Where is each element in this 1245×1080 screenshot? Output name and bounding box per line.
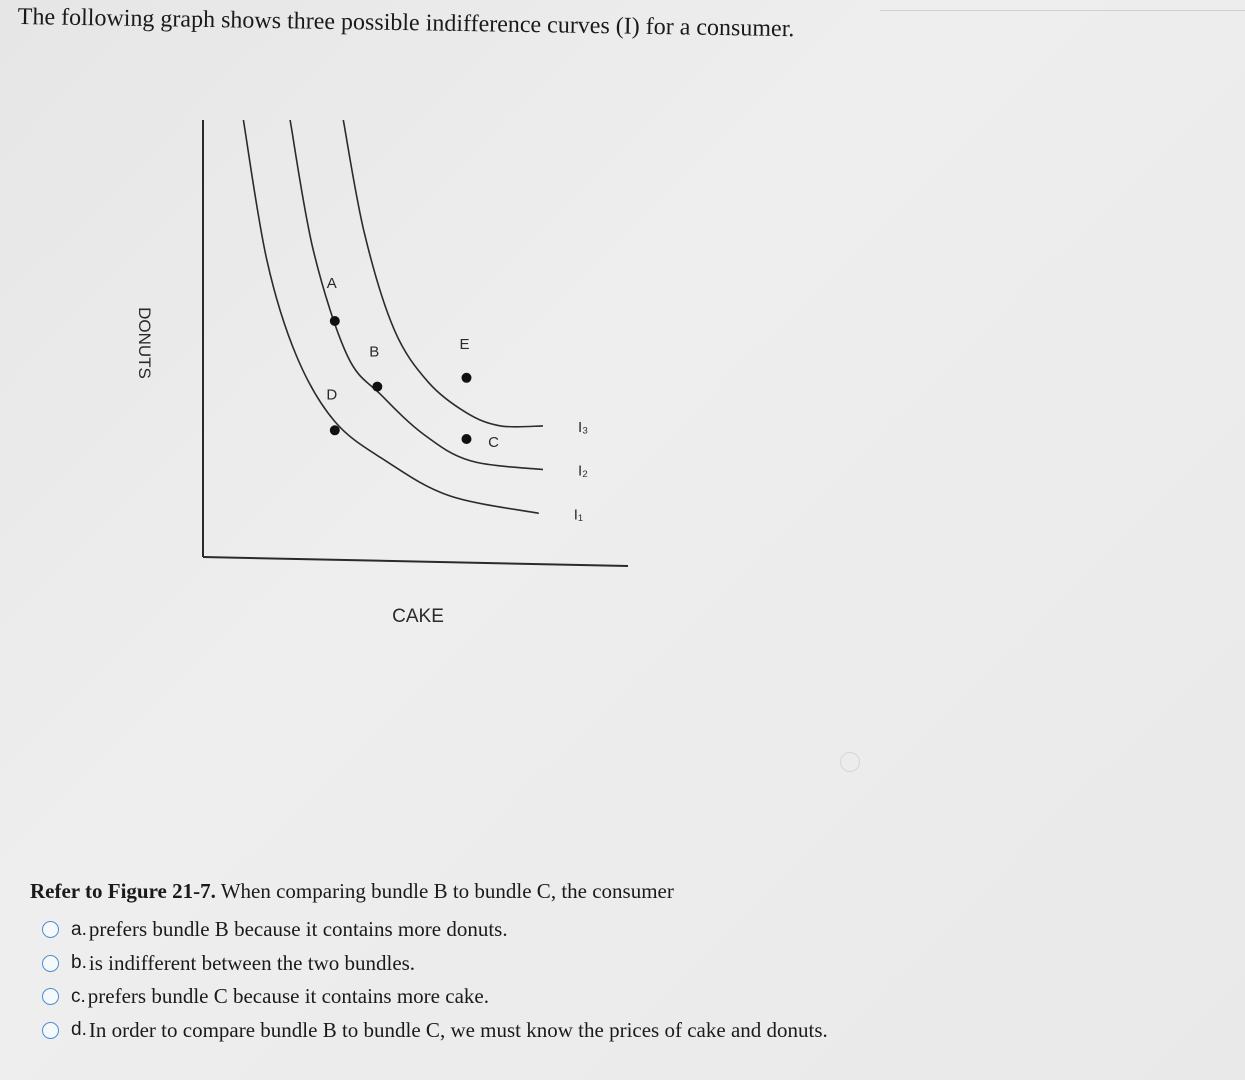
bundle-point-a [330, 316, 340, 326]
x-axis-label: CAKE [392, 606, 444, 627]
indifference-curve-i2 [290, 120, 543, 470]
answer-options [42, 913, 828, 1047]
option-text: prefers bundle C because it contains more cake. [87, 984, 489, 1009]
bundle-label-a: A [326, 275, 337, 292]
curve-label-i3: I₃ [578, 418, 589, 436]
intro-text: The following graph shows three possible indifference curves (I) for a consumer. [17, 4, 795, 43]
option-text: prefers bundle B because it contains more donuts. [88, 917, 508, 942]
option-letter: a. [71, 918, 87, 940]
option-a[interactable] [42, 913, 828, 947]
curve-label-i2: I₂ [578, 462, 588, 480]
bundle-label-c: C [488, 434, 499, 451]
option-d[interactable] [42, 1014, 828, 1048]
bundle-point-c [462, 434, 472, 444]
curve-label-i1: I₁ [573, 506, 584, 524]
option-letter: b. [71, 952, 87, 974]
option-letter: d. [71, 1019, 87, 1041]
question-text: When comparing bundle B to bundle C, the consumer [215, 879, 674, 903]
x-axis [203, 557, 628, 566]
faint-circle-mark [840, 752, 860, 772]
option-text: In order to compare bundle B to bundle C, we must know the prices of cake and donuts. [88, 1017, 828, 1042]
bundle-point-b [372, 382, 382, 392]
radio-d[interactable] [42, 1022, 59, 1039]
radio-a[interactable] [42, 921, 59, 938]
bundle-label-d: D [326, 386, 338, 404]
bundle-point-d [330, 425, 340, 435]
indifference-curve-i1 [243, 120, 538, 513]
radio-c[interactable] [42, 988, 59, 1005]
option-text: is indifferent between the two bundles. [88, 950, 416, 975]
option-b[interactable] [42, 947, 828, 981]
option-letter: c. [71, 985, 86, 1007]
option-c[interactable] [42, 980, 828, 1014]
indifference-curve-i3 [343, 120, 543, 427]
radio-b[interactable] [42, 955, 59, 972]
bundle-point-e [462, 373, 472, 383]
figure-reference: Refer to Figure 21-7. [30, 879, 216, 903]
y-axis-label: DONUTS [135, 307, 154, 379]
bundle-label-b: B [369, 343, 380, 361]
question-stem [30, 879, 674, 904]
bundle-label-e: E [459, 335, 470, 353]
